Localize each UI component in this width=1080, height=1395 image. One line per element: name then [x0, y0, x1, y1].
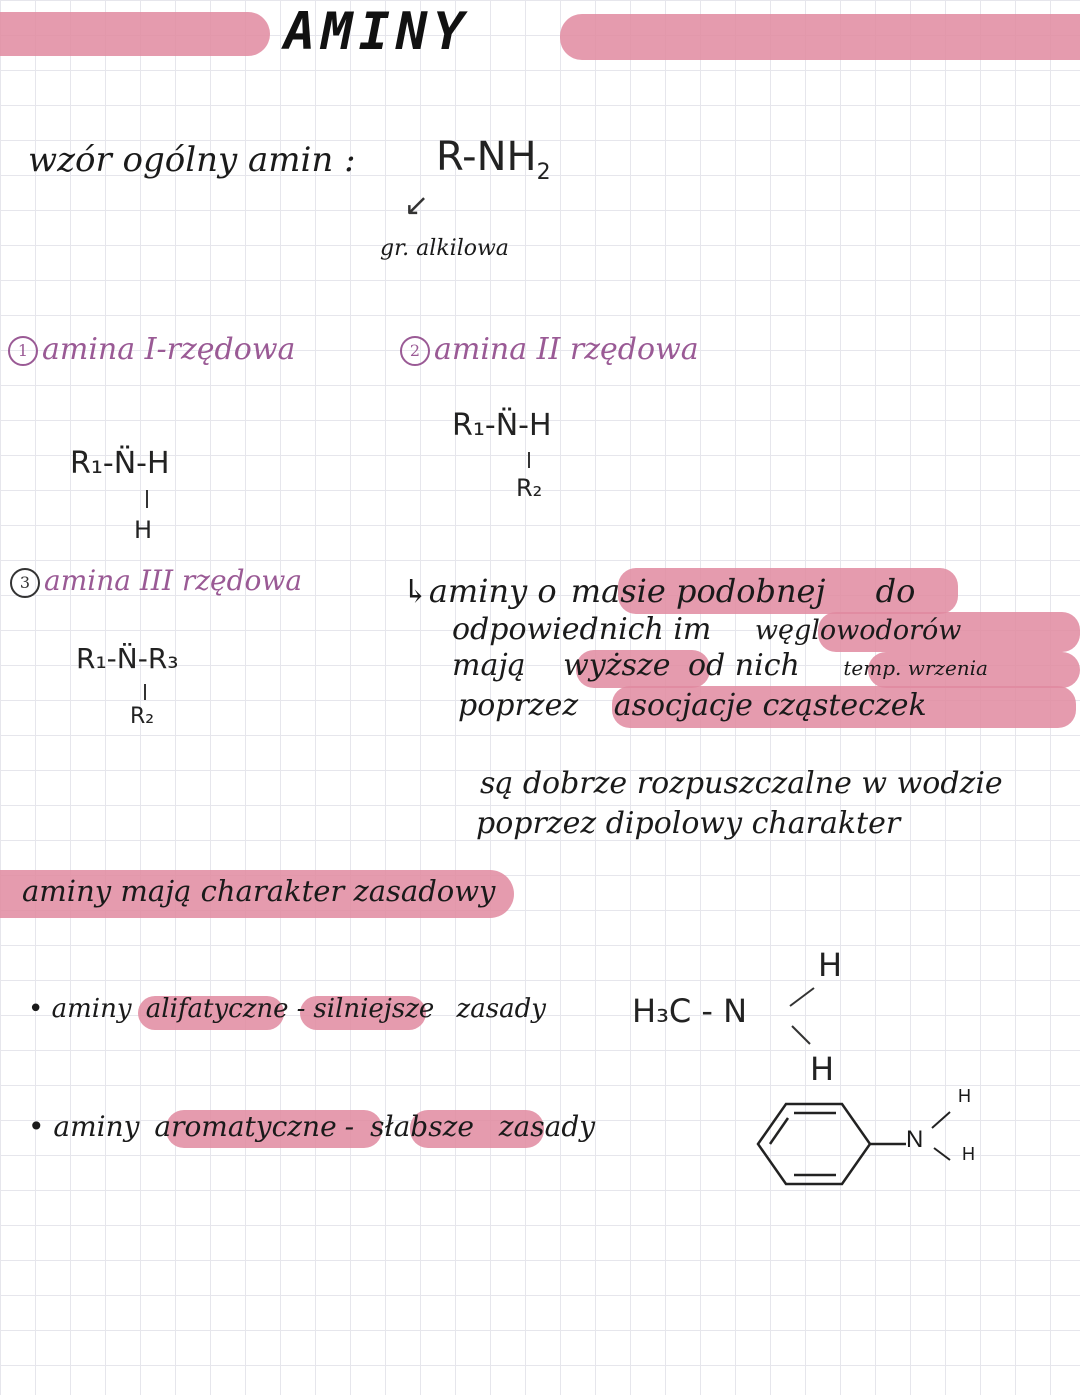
amine-type-3-bottom: R₂	[130, 704, 155, 729]
bullet-text: zasady	[489, 1110, 596, 1143]
aniline-nh-bonds	[926, 1104, 966, 1164]
amine-type-1-top: R₁-N̈-H	[70, 446, 170, 481]
amine-type-2-bottom: R₂	[516, 474, 543, 502]
general-formula-label: wzór ogólny amin :	[28, 140, 356, 180]
bullet-text: aminy	[51, 994, 140, 1024]
bullet-highlight-text: słabsze	[370, 1110, 474, 1143]
number-circle-icon: 1	[8, 336, 38, 366]
bullet-icon: •	[28, 994, 44, 1024]
amine-type-3-label: amina III rzędowa	[44, 564, 303, 597]
amine-type-1-label: amina I-rzędowa	[42, 332, 296, 367]
notes-highlight-text: temp. wrzenia	[843, 656, 988, 680]
bond-line	[144, 684, 146, 700]
notes-text: mają	[452, 648, 536, 683]
notes-line-3	[452, 648, 988, 683]
methylamine-formula: H₃C - N	[632, 992, 748, 1030]
bullet-highlight-text: silniejsze	[313, 994, 435, 1024]
aniline-h-top: H	[958, 1086, 971, 1106]
bullet-text: zasady	[448, 994, 546, 1024]
amine-type-3-heading	[10, 564, 302, 598]
amine-type-1-heading	[8, 332, 295, 367]
amine-type-1-bottom: H	[134, 516, 153, 544]
notes-text: do	[865, 572, 916, 610]
notes-line-6: poprzez dipolowy charakter	[476, 806, 901, 841]
alkyl-group-note: gr. alkilowa	[380, 236, 509, 261]
general-formula-subscript: 2	[536, 160, 551, 185]
title-banner-right	[560, 14, 1080, 60]
methylamine-h-top: H	[818, 946, 843, 984]
bullet-highlight-text: aromatyczne	[154, 1110, 337, 1143]
bond-line	[528, 452, 530, 468]
notes-text: odpowiednich im	[452, 612, 721, 647]
general-formula-text: R-NH	[436, 134, 537, 180]
notes-text: aminy o	[428, 572, 567, 610]
general-formula	[436, 134, 551, 185]
bullet-aliphatic	[28, 994, 546, 1024]
bullet-dash: -	[296, 994, 306, 1024]
amine-type-3-top: R₁-N̈-R₃	[76, 642, 179, 675]
aniline-n-label: N	[906, 1126, 924, 1153]
notes-text: od nich	[678, 648, 810, 683]
methylamine-h-bottom: H	[810, 1050, 835, 1088]
bond-line	[146, 490, 148, 508]
notes-highlight-text: wyższe	[563, 648, 671, 683]
notes-highlight-text: masie podobnej	[570, 572, 826, 610]
amine-type-2-top: R₁-N̈-H	[452, 408, 552, 443]
notes-text: poprzez	[458, 688, 588, 723]
amine-type-2-label: amina II rzędowa	[434, 332, 699, 367]
arrow-icon: ↙	[404, 188, 430, 223]
notes-line-5: są dobrze rozpuszczalne w wodzie	[480, 766, 1003, 801]
notes-line-1	[402, 572, 915, 610]
title-banner-left	[0, 12, 270, 56]
page-title: AMINY	[284, 2, 471, 62]
aniline-h-bottom: H	[962, 1144, 975, 1164]
number-circle-icon: 2	[400, 336, 430, 366]
basic-character-text: aminy mają charakter zasadowy	[22, 874, 496, 908]
notes-line-4	[458, 688, 927, 723]
bullet-text: aminy	[53, 1110, 149, 1143]
amine-type-2-heading	[400, 332, 699, 367]
notes-highlight-text: asocjacje cząsteczek	[613, 688, 927, 723]
notes-line-2	[452, 612, 961, 647]
arrow-right-icon: ↳	[402, 572, 429, 610]
bullet-aromatic	[28, 1110, 595, 1143]
bullet-highlight-text: alifatyczne	[145, 994, 289, 1024]
bullet-icon: •	[28, 1110, 45, 1143]
benzene-ring-icon	[750, 1096, 910, 1192]
number-circle-icon: 3	[10, 568, 40, 598]
bullet-dash: -	[344, 1110, 355, 1143]
notes-highlight-text: węglowodorów	[754, 615, 962, 646]
